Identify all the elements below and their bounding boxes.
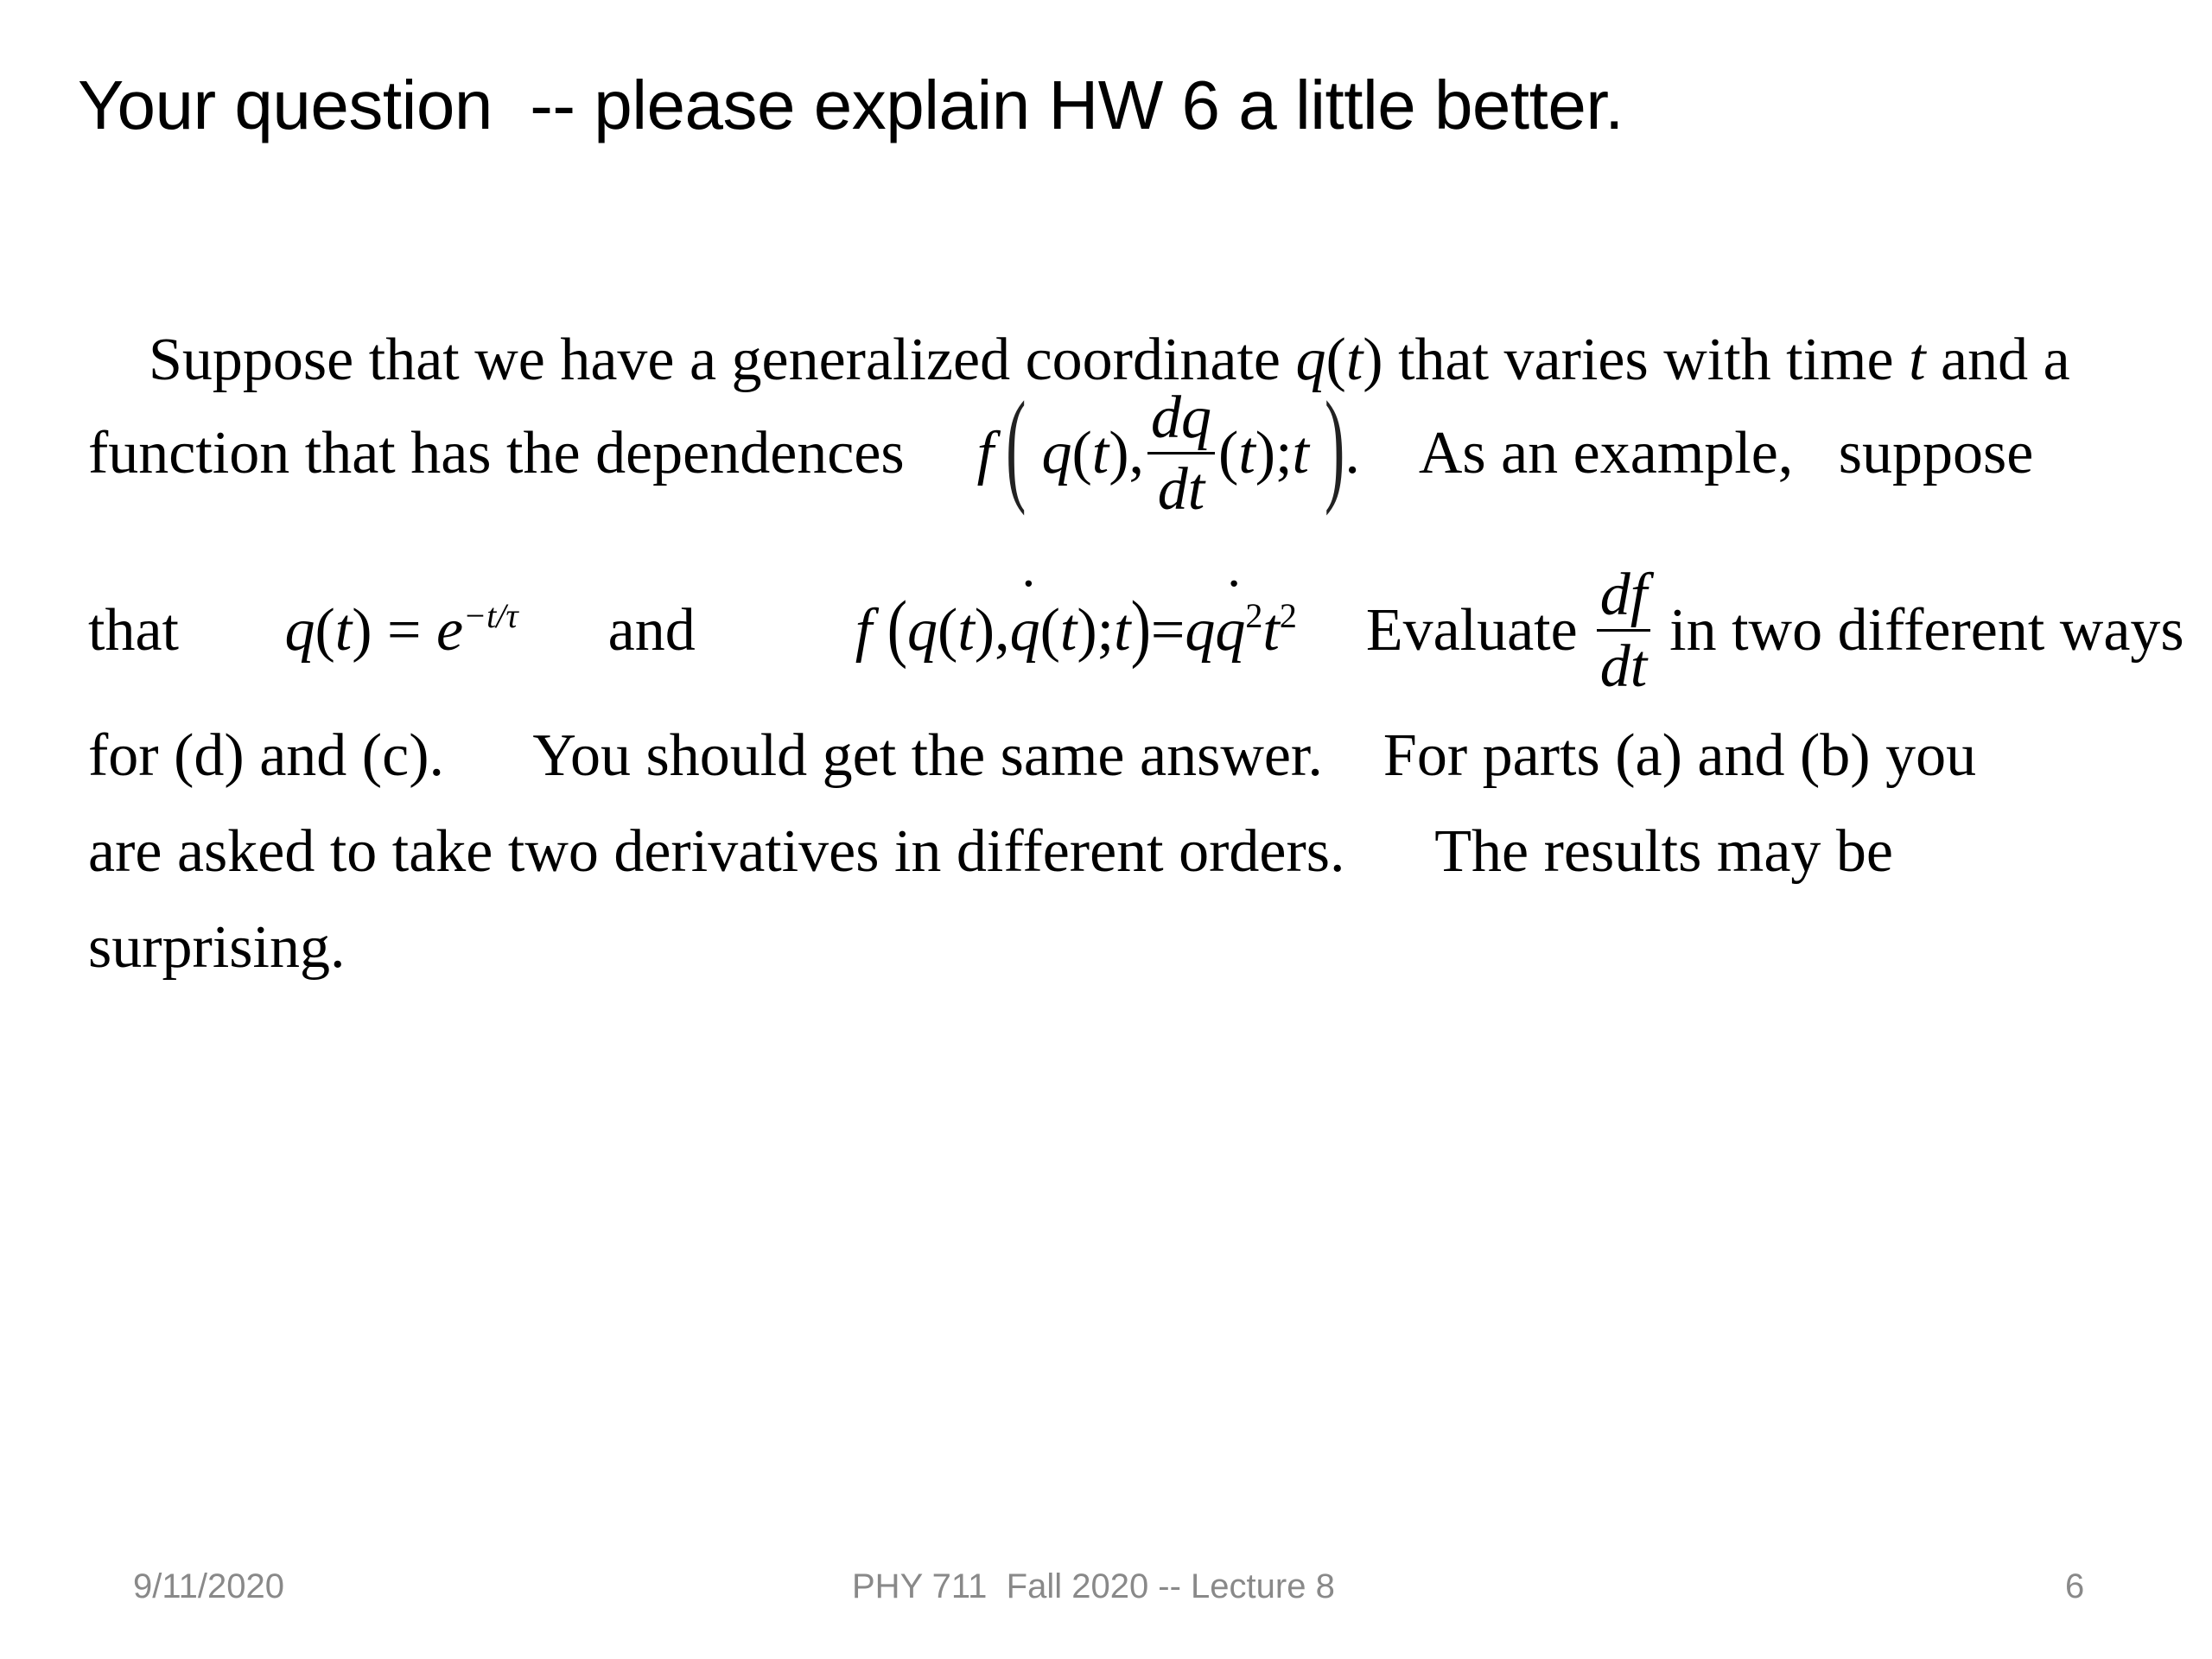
footer-date: 9/11/2020: [133, 1567, 284, 1605]
body-line-3: [88, 553, 2184, 709]
line3-end: in two different ways: [1669, 597, 2184, 664]
line1-mid: that varies with time: [1382, 327, 1910, 393]
line3-evaluate: Evaluate: [1365, 597, 1578, 664]
footer-page-number: 6: [2065, 1567, 2085, 1605]
math-q-of-t: q(t): [1295, 327, 1383, 393]
fraction-df-dt: $\frac{df}{dt}$: [1597, 565, 1650, 697]
math-function-dependences: f ( q ( t ), $\frac{dq}{dt}$ ( t ); t ) .: [976, 378, 1360, 523]
body-line-5: are asked to take two derivatives in different orders. The results may be: [88, 818, 1893, 885]
fraction-dq-dt: $\frac{dq}{dt}$: [1147, 388, 1215, 520]
body-line-6: surprising.: [88, 914, 346, 981]
body-line-2: [88, 367, 2033, 540]
line3-and: and: [607, 597, 696, 664]
math-f-definition: f (q(t),˙ q(t);t)=q˙ $q^2t^2$: [765, 540, 1297, 721]
math-q-definition: $q(t) = e^{-t/\tau}$: [284, 596, 518, 664]
footer-course: PHY 711 Fall 2020 -- Lecture 8: [852, 1567, 1335, 1605]
line1-text: Suppose that we have a generalized coordinate: [149, 327, 1296, 393]
line2-end: As an example, suppose: [1418, 420, 2034, 486]
slide-title: Your question -- please explain HW 6 a little better.: [78, 67, 1624, 143]
math-t: t: [1909, 327, 1926, 393]
line2-text: function that has the dependences: [88, 420, 905, 486]
body-line-4: for (d) and (c). You should get the same answer. For parts (a) and (b) you: [88, 722, 1977, 789]
line3-that: that: [88, 597, 194, 664]
line1-end: and a: [1925, 327, 2070, 393]
